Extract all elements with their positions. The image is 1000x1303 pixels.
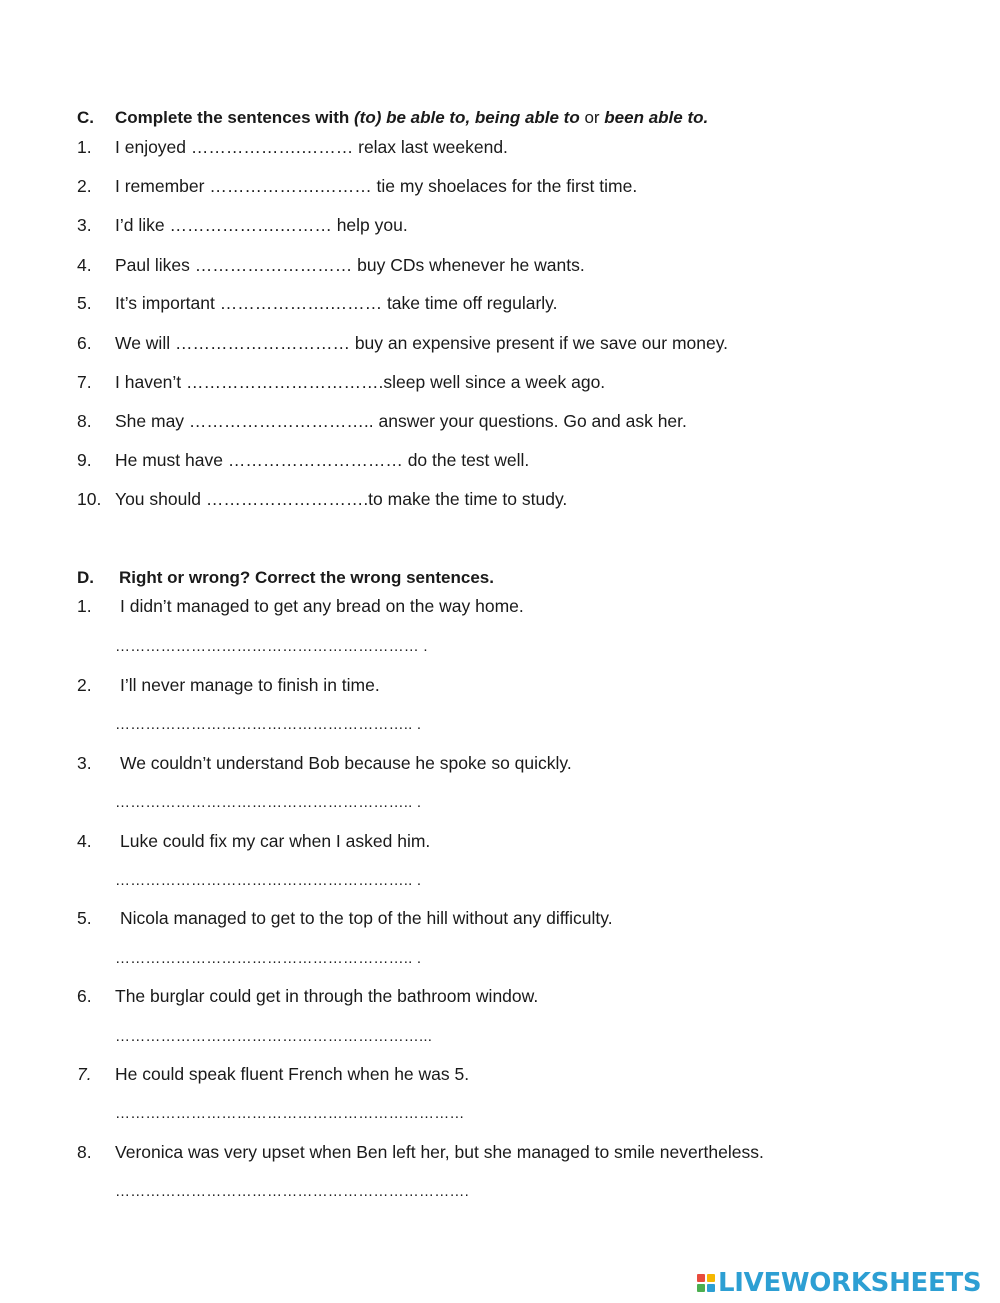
item-number: 10. <box>77 489 102 509</box>
section-c-item-4 <box>77 257 585 275</box>
section-c-option-1: (to) be able to, being able to <box>354 108 580 127</box>
item-text: Luke could fix my car when I asked him. <box>120 831 431 851</box>
answer-line-1[interactable]: …………………………………………………… . <box>115 638 428 655</box>
logo-text: LIVEWORKSHEETS <box>718 1268 982 1298</box>
section-c-item-7 <box>77 374 605 392</box>
item-number: 1. <box>77 137 92 157</box>
item-number: 2. <box>77 176 92 196</box>
section-d-item-7 <box>77 1066 469 1084</box>
section-c-item-1 <box>77 139 508 157</box>
section-d-item-3 <box>77 755 572 773</box>
logo-square-3 <box>697 1284 705 1292</box>
section-c-item-5 <box>77 295 557 313</box>
answer-line-2[interactable]: ………………………………………………….. . <box>115 716 422 733</box>
item-number: 4. <box>77 831 92 851</box>
answer-line-5[interactable]: ………………………………………………….. . <box>115 950 422 967</box>
item-number: 3. <box>77 753 92 773</box>
section-d-item-4 <box>77 833 430 851</box>
section-d-heading <box>77 568 494 588</box>
section-d-item-2 <box>77 677 380 695</box>
item-number: 8. <box>77 411 92 431</box>
item-number: 6. <box>77 986 92 1006</box>
answer-line-8[interactable]: ……………………………………………………………. <box>115 1183 469 1200</box>
section-d-title: Right or wrong? Correct the wrong sentences. <box>119 568 494 587</box>
item-text: Veronica was very upset when Ben left her, but she managed to smile nevertheless. <box>115 1142 764 1162</box>
item-number: 9. <box>77 450 92 470</box>
item-number: 7. <box>77 1064 92 1084</box>
item-text: I didn’t managed to get any bread on the way home. <box>120 596 524 616</box>
section-c-item-8 <box>77 413 687 431</box>
logo-square-4 <box>707 1284 715 1292</box>
item-text: I haven’t …………………………….sleep well since a week ago. <box>115 372 606 392</box>
item-number: 1. <box>77 596 92 616</box>
item-text: I’d like ……………….……… help you. <box>115 215 408 235</box>
item-text: She may ………………………….. answer your questions. Go and ask her. <box>115 411 687 431</box>
item-number: 8. <box>77 1142 92 1162</box>
item-text: We couldn’t understand Bob because he spoke so quickly. <box>120 753 572 773</box>
answer-line-7[interactable]: …………………………………………………………… <box>115 1105 465 1122</box>
item-number: 7. <box>77 372 92 392</box>
answer-line-4[interactable]: ………………………………………………….. . <box>115 872 422 889</box>
item-text: The burglar could get in through the bathroom window. <box>115 986 539 1006</box>
item-text: Paul likes ……………………… buy CDs whenever he wants. <box>115 255 585 275</box>
item-text: We will ………………………… buy an expensive present if we save our money. <box>115 333 729 353</box>
section-c-instruction-prefix: Complete the sentences with <box>115 108 354 127</box>
section-d-letter: D. <box>77 568 94 587</box>
item-text: Nicola managed to get to the top of the hill without any difficulty. <box>120 908 613 928</box>
item-text: He must have ………………………… do the test well. <box>115 450 530 470</box>
section-c-item-2 <box>77 178 637 196</box>
section-d-item-1 <box>77 598 524 616</box>
section-c-letter: C. <box>77 108 94 127</box>
section-d-item-5 <box>77 910 613 928</box>
answer-line-6[interactable]: ……………………………………………………... <box>115 1028 433 1045</box>
section-c-option-2: been able to. <box>604 108 709 127</box>
item-text: I enjoyed ……………….……… relax last weekend. <box>115 137 508 157</box>
item-number: 4. <box>77 255 92 275</box>
section-c-or: or <box>579 108 605 127</box>
liveworksheets-logo-icon <box>697 1274 715 1292</box>
item-text: You should ……………………….to make the time to study. <box>115 489 568 509</box>
item-number: 5. <box>77 908 92 928</box>
item-number: 5. <box>77 293 92 313</box>
logo-square-1 <box>697 1274 705 1282</box>
item-number: 6. <box>77 333 92 353</box>
section-c-item-9 <box>77 452 529 470</box>
section-c-heading <box>77 108 708 128</box>
logo-square-2 <box>707 1274 715 1282</box>
item-number: 3. <box>77 215 92 235</box>
item-text: It’s important ……………….……… take time off regularly. <box>115 293 558 313</box>
item-text: I’ll never manage to finish in time. <box>120 675 380 695</box>
section-c-item-10 <box>77 491 567 509</box>
section-c-item-6 <box>77 335 728 353</box>
section-d-item-6 <box>77 988 538 1006</box>
item-text: I remember ……………….……… tie my shoelaces for the first time. <box>115 176 638 196</box>
item-number: 2. <box>77 675 92 695</box>
answer-line-3[interactable]: ………………………………………………….. . <box>115 794 422 811</box>
section-c-item-3 <box>77 217 408 235</box>
liveworksheets-logo[interactable] <box>697 1268 981 1298</box>
item-text: He could speak fluent French when he was 5. <box>115 1064 470 1084</box>
section-d-item-8 <box>77 1144 764 1162</box>
